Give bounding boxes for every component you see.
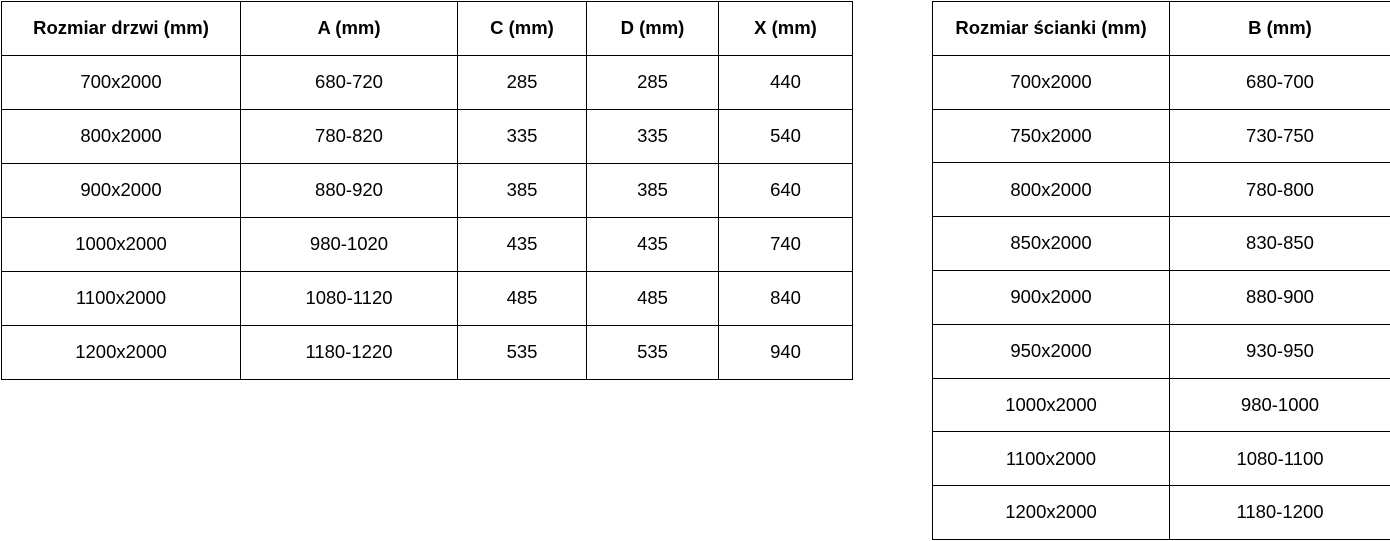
wall-panel-dimensions-table — [932, 1, 1390, 540]
table-row — [2, 218, 853, 272]
table-cell: 335 — [587, 110, 719, 164]
table-cell: 485 — [458, 272, 587, 326]
table-row — [2, 164, 853, 218]
column-header: Rozmiar drzwi (mm) — [2, 2, 241, 56]
table-cell: 435 — [587, 218, 719, 272]
table-cell: 850x2000 — [933, 217, 1170, 271]
table-cell: 730-750 — [1170, 109, 1390, 163]
table-row — [933, 109, 1390, 163]
table-cell: 1000x2000 — [2, 218, 241, 272]
table-row — [933, 432, 1390, 486]
table-cell: 335 — [458, 110, 587, 164]
table-cell: 285 — [458, 56, 587, 110]
table-cell: 540 — [719, 110, 853, 164]
table-cell: 680-720 — [241, 56, 458, 110]
table-cell: 1080-1100 — [1170, 432, 1390, 486]
table-cell: 780-820 — [241, 110, 458, 164]
table-cell: 1180-1220 — [241, 326, 458, 380]
table-cell: 1200x2000 — [2, 326, 241, 380]
header-row — [2, 2, 853, 56]
table-cell: 1000x2000 — [933, 378, 1170, 432]
table-row — [933, 163, 1390, 217]
table-row — [933, 55, 1390, 109]
table-cell: 435 — [458, 218, 587, 272]
table-row — [933, 270, 1390, 324]
table-row — [933, 217, 1390, 271]
table-cell: 1100x2000 — [2, 272, 241, 326]
table-cell: 900x2000 — [2, 164, 241, 218]
column-header: Rozmiar ścianki (mm) — [933, 2, 1170, 56]
table-cell: 700x2000 — [933, 55, 1170, 109]
table-cell: 880-900 — [1170, 270, 1390, 324]
table-cell: 700x2000 — [2, 56, 241, 110]
table-cell: 880-920 — [241, 164, 458, 218]
table-cell: 840 — [719, 272, 853, 326]
table-cell: 900x2000 — [933, 270, 1170, 324]
table-cell: 980-1000 — [1170, 378, 1390, 432]
table-cell: 1080-1120 — [241, 272, 458, 326]
table-cell: 385 — [458, 164, 587, 218]
table-row — [2, 110, 853, 164]
table-cell: 830-850 — [1170, 217, 1390, 271]
header-row — [933, 2, 1390, 56]
table-row — [933, 486, 1390, 540]
table-cell: 680-700 — [1170, 55, 1390, 109]
table-cell: 485 — [587, 272, 719, 326]
table-cell: 940 — [719, 326, 853, 380]
table-row — [933, 378, 1390, 432]
table-cell: 980-1020 — [241, 218, 458, 272]
table-cell: 535 — [587, 326, 719, 380]
table-cell: 740 — [719, 218, 853, 272]
column-header: X (mm) — [719, 2, 853, 56]
column-header: D (mm) — [587, 2, 719, 56]
column-header: A (mm) — [241, 2, 458, 56]
table-cell: 440 — [719, 56, 853, 110]
column-header: B (mm) — [1170, 2, 1390, 56]
table-cell: 800x2000 — [933, 163, 1170, 217]
table-row — [2, 272, 853, 326]
table-cell: 950x2000 — [933, 324, 1170, 378]
column-header: C (mm) — [458, 2, 587, 56]
table-cell: 640 — [719, 164, 853, 218]
table-cell: 535 — [458, 326, 587, 380]
table-row — [2, 56, 853, 110]
table-cell: 1180-1200 — [1170, 486, 1390, 540]
table-cell: 750x2000 — [933, 109, 1170, 163]
table-cell: 800x2000 — [2, 110, 241, 164]
table-row — [2, 326, 853, 380]
table-cell: 780-800 — [1170, 163, 1390, 217]
table-cell: 1100x2000 — [933, 432, 1170, 486]
table-cell: 385 — [587, 164, 719, 218]
table-row — [933, 324, 1390, 378]
table-cell: 285 — [587, 56, 719, 110]
table-cell: 1200x2000 — [933, 486, 1170, 540]
table-cell: 930-950 — [1170, 324, 1390, 378]
door-dimensions-table — [1, 1, 853, 380]
